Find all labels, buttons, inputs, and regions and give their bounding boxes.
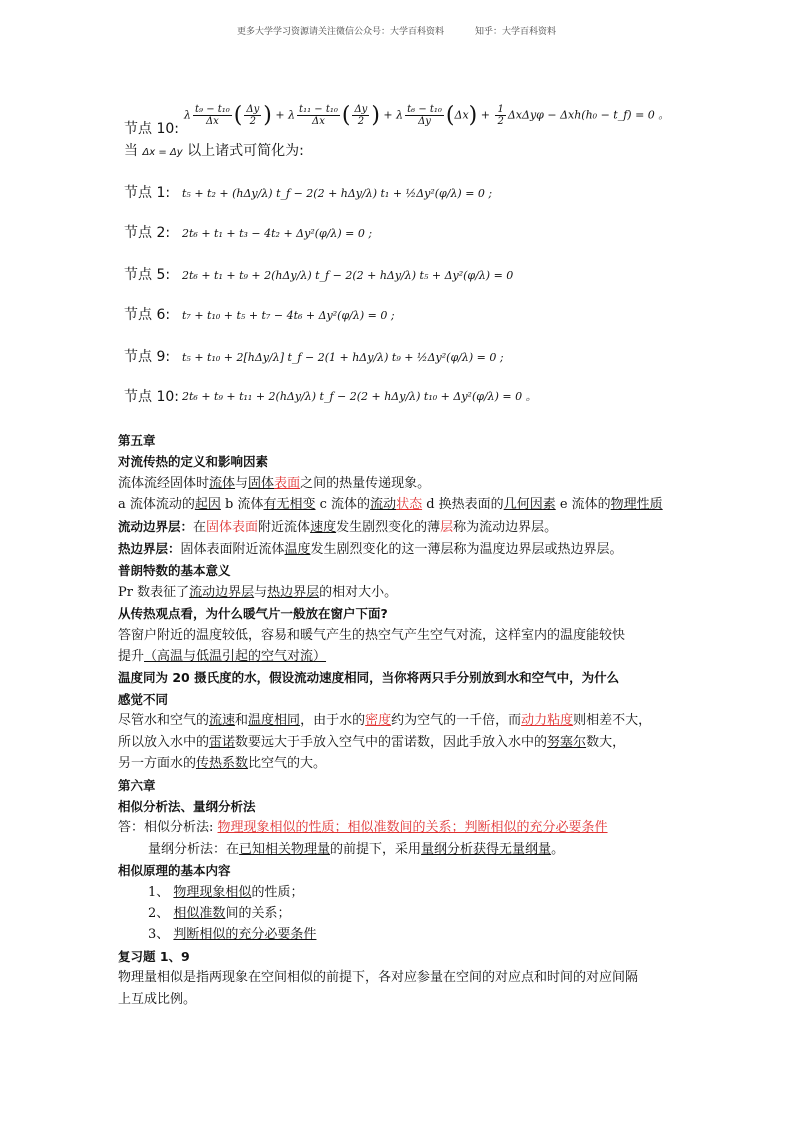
text: c 流体的	[315, 497, 371, 513]
text: 则相差不大，	[573, 713, 652, 729]
text: Pr 数表征了	[118, 584, 190, 600]
thermal-boundary-layer	[118, 538, 678, 560]
water-air-answer-line1	[118, 710, 678, 731]
text: 答：相似分析法:	[118, 820, 214, 836]
text: 间的关系；	[225, 905, 291, 921]
review-answer-line1: 物理量相似是指两现象在空间相似的前提下，各对应参量在空间的对应点和时间的对应间隔	[118, 970, 639, 986]
text: 在	[193, 519, 207, 535]
text: 数要远大于手放入空气中的雷诺数，因此手放入水中的	[235, 734, 548, 750]
equation-block	[120, 96, 680, 406]
simplify-condition: Δx = Δy	[142, 147, 183, 158]
text: 发生剧烈变化的薄	[336, 519, 441, 535]
text: 流体流经固体时	[118, 475, 210, 491]
term: 物理现象相似	[173, 884, 252, 900]
water-air-answer-line3	[118, 753, 678, 774]
principle-item-2	[118, 903, 678, 924]
term: 已知相关物理量	[239, 841, 331, 857]
term: 流动边界层	[189, 584, 255, 600]
text: 数大，	[586, 734, 626, 750]
similarity-answer-line2	[118, 839, 678, 860]
term: 相似准数	[173, 905, 226, 921]
convection-definition-answer	[118, 473, 678, 494]
main-content	[118, 430, 678, 1010]
term: 热边界层	[267, 584, 320, 600]
equation-formula: 2t₆ + t₁ + t₃ − 4t₂ + Δy²(φ/λ) = 0 ;	[182, 227, 373, 240]
node-label: 节点 2:	[124, 225, 171, 241]
list-number: 2、	[148, 905, 170, 921]
text: 的相对大小。	[319, 584, 398, 600]
text: 称为流动边界层。	[453, 519, 558, 535]
simplify-suffix: 以上诸式可简化为:	[187, 143, 304, 159]
prandtl-heading: 普朗特数的基本意义	[118, 563, 231, 579]
text: 。	[551, 841, 565, 857]
term: 传热系数	[196, 756, 249, 772]
text: 固体表面附近流体	[180, 542, 285, 558]
heater-heading: 从传热观点看，为什么暖气片一般放在窗户下面?	[118, 606, 388, 622]
term: 物理现象相似的性质；相似准数间的关系；判断相似的充分必要条件	[217, 820, 608, 836]
text: 的性质；	[251, 884, 304, 900]
review-answer-line2: 上互成比例。	[118, 991, 197, 1007]
review-heading: 复习题 1、9	[118, 948, 190, 964]
list-number: 1、	[148, 884, 170, 900]
text: 约为空气的一千倍，而	[391, 713, 522, 729]
convection-definition-heading: 对流传热的定义和影响因素	[118, 454, 269, 470]
header-right-text: 知乎：大学百科资料	[474, 27, 556, 37]
term-solid: 固体	[248, 475, 275, 491]
term: 有无相变	[263, 497, 316, 513]
text: 附近流体	[258, 519, 311, 535]
equation-row	[120, 366, 680, 406]
water-air-answer-line2	[118, 732, 678, 753]
text: 与	[254, 584, 268, 600]
term: 密度	[365, 713, 392, 729]
text: d 换热表面的	[422, 497, 504, 513]
term: 雷诺	[209, 734, 236, 750]
equation-row	[120, 324, 680, 366]
term: 速度	[310, 519, 337, 535]
node-label: 节点 5:	[124, 267, 171, 283]
equation-formula: t₅ + t₁₀ + 2[hΔy/λ] t_f − 2(1 + hΔy/λ) t₉ + ½Δy²(φ/λ) = 0 ;	[182, 351, 504, 364]
equation-formula: 2t₆ + t₁ + t₉ + 2(hΔy/λ) t_f − 2(2 + hΔy/λ) t₅ + Δy²(φ/λ) = 0	[182, 269, 514, 282]
text: a 流体流动的	[118, 497, 195, 513]
principle-item-3	[118, 924, 678, 945]
term: 固体表面	[206, 519, 259, 535]
term: （高温与低温引起的空气对流）	[144, 649, 327, 665]
node-label: 节点 6:	[124, 307, 171, 323]
text: 发生剧烈变化的这一薄层称为温度边界层或热边界层。	[310, 542, 623, 558]
text: 另一方面水的	[118, 756, 197, 772]
term: 动力粘度	[521, 713, 574, 729]
equation-row	[120, 242, 680, 284]
water-air-heading-line1: 温度同为 20 摄氏度的水，假设流动速度相同，当你将两只手分别放到水和空气中，为什么	[118, 670, 620, 686]
text: b 流体	[220, 497, 264, 513]
text: 与	[235, 475, 249, 491]
term: 流速	[209, 713, 236, 729]
text: 量纲分析法：在	[148, 841, 240, 857]
node-label: 节点 1:	[124, 185, 171, 201]
simplify-prefix: 当	[124, 143, 138, 159]
term: 努塞尔	[547, 734, 587, 750]
text: 提升	[118, 649, 145, 665]
equation-formula: t₅ + t₂ + (hΔy/λ) t_f − 2(2 + hΔy/λ) t₁ + ½Δy²(φ/λ) = 0 ;	[182, 187, 493, 200]
equation-row	[120, 160, 680, 202]
term: 状态	[396, 497, 423, 513]
list-number: 3、	[148, 927, 170, 943]
convection-factors-answer	[118, 494, 678, 515]
similarity-heading: 相似分析法、量纲分析法	[118, 798, 256, 814]
equation-row	[120, 284, 680, 324]
text: 的前提下，采用	[330, 841, 422, 857]
text: e 流体的	[555, 497, 611, 513]
text: 和	[235, 713, 249, 729]
node10-formula: λ $\frac{\text{t₉ − t₁₀}}{\Delta x}$ ( $\frac{\Delta y}{2}$ ) + λ $\frac{\text{t₁₁ − t₁₀}}{\Delta x}$ ( $\frac{\Delta y}{2}$ ) + λ $\frac{\text{t₆ − t₁₀}}{\Delta y}$ (Δx) + $\frac{1}{2}$ ΔxΔyφ − Δxh(h₀ − t_f) = 0 。	[184, 103, 670, 128]
flow-boundary-layer	[118, 516, 678, 538]
node-label: 节点 10:	[124, 389, 179, 405]
heater-answer-line2	[118, 646, 678, 667]
term: 层	[440, 519, 454, 535]
header-left-text: 更多大学学习资源请关注微信公众号：大学百科资料	[237, 27, 445, 37]
equation-row	[120, 202, 680, 242]
chapter-5-heading: 第五章	[118, 433, 156, 448]
chapter-6-heading: 第六章	[118, 777, 156, 793]
term: 流动	[370, 497, 397, 513]
text: 尽管水和空气的	[118, 713, 210, 729]
term-surface: 表面	[274, 475, 301, 491]
term: 量纲分析获得无量纲量	[421, 841, 552, 857]
term: 温度	[284, 542, 311, 558]
node10-general-equation	[120, 96, 680, 138]
equation-formula: 2t₆ + t₉ + t₁₁ + 2(hΔy/λ) t_f − 2(2 + hΔy/λ) t₁₀ + Δy²(φ/λ) = 0 。	[182, 390, 537, 403]
page-header	[0, 24, 793, 37]
term: 判断相似的充分必要条件	[173, 927, 317, 943]
heater-answer-line1: 答窗户附近的温度较低，容易和暖气产生的热空气产生空气对流，这样室内的温度能较快	[118, 627, 626, 643]
text: 所以放入水中的	[118, 734, 210, 750]
text: 之间的热量传递现象。	[300, 475, 431, 491]
term: 物理性质	[610, 497, 663, 513]
term: 几何因素	[503, 497, 556, 513]
term: 温度相同	[248, 713, 301, 729]
simplify-text	[124, 140, 304, 160]
prandtl-answer	[118, 582, 678, 603]
node-label: 节点 9:	[124, 349, 171, 365]
principle-item-1	[118, 882, 678, 903]
term: 起因	[194, 497, 221, 513]
simplify-intro	[120, 138, 680, 160]
text: 比空气的大。	[248, 756, 327, 772]
term-heading: 热边界层：	[118, 541, 181, 557]
term-fluid: 流体	[209, 475, 236, 491]
equation-formula: t₇ + t₁₀ + t₅ + t₇ − 4t₆ + Δy²(φ/λ) = 0 ;	[182, 309, 395, 322]
term-heading: 流动边界层：	[118, 518, 194, 534]
principle-heading: 相似原理的基本内容	[118, 863, 231, 879]
node-label: 节点 10:	[124, 121, 179, 137]
water-air-heading-line2: 感觉不同	[118, 691, 169, 707]
similarity-answer-line1	[118, 817, 678, 838]
text: ，由于水的	[300, 713, 366, 729]
